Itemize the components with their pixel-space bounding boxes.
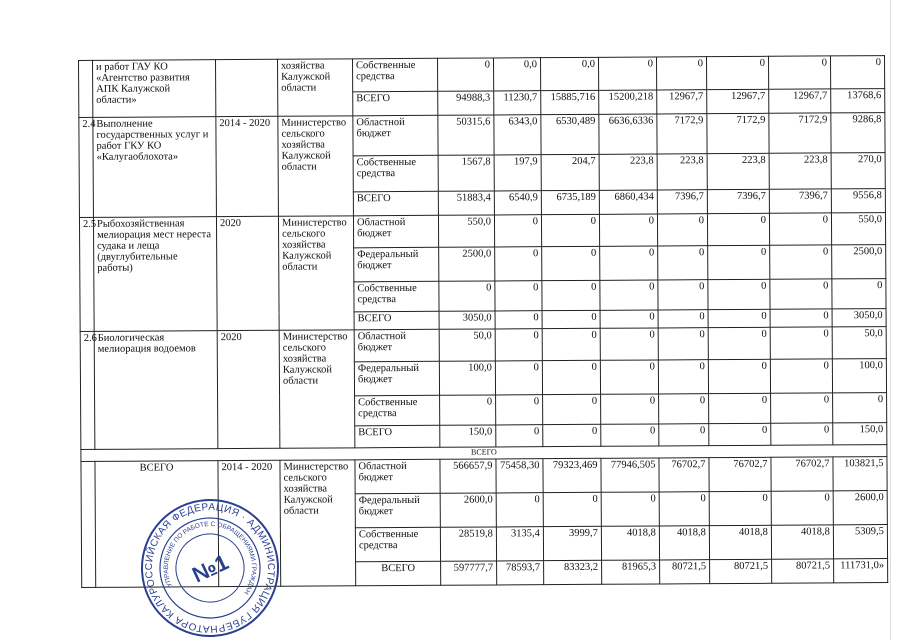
amount-cell: 0 bbox=[709, 491, 771, 525]
funding-source: Областной бюджет bbox=[353, 215, 438, 248]
amount-cell: 0 bbox=[601, 492, 659, 526]
amount-cell: 0 bbox=[495, 329, 542, 361]
amount-cell: 83323,2 bbox=[544, 560, 602, 584]
table-row bbox=[79, 113, 885, 158]
amount-cell: 2500,0 bbox=[832, 245, 886, 279]
amount-cell: 9556,8 bbox=[831, 189, 885, 213]
amount-cell: 0 bbox=[543, 394, 601, 424]
funding-source: Собственные средства bbox=[352, 58, 437, 92]
amount-cell: 0 bbox=[770, 309, 832, 327]
amount-cell: 0 bbox=[708, 245, 770, 279]
amount-cell: 15200,218 bbox=[599, 90, 657, 114]
amount-cell: 0,0 bbox=[493, 58, 540, 91]
amount-cell: 76702,7 bbox=[771, 457, 833, 491]
amount-cell: 3050,0 bbox=[832, 309, 886, 327]
amount-cell: 0 bbox=[495, 281, 542, 311]
amount-cell: 76702,7 bbox=[709, 457, 771, 491]
funding-source: Областной бюджет bbox=[354, 329, 439, 362]
amount-cell: 2600,0 bbox=[440, 493, 496, 527]
amount-cell: 0 bbox=[542, 280, 600, 310]
amount-cell: 78593,7 bbox=[497, 561, 544, 585]
amount-cell: 1567,8 bbox=[438, 155, 494, 191]
amount-cell: 111731,0» bbox=[834, 559, 888, 583]
amount-cell: 0 bbox=[658, 360, 708, 394]
amount-cell: 51883,4 bbox=[438, 191, 494, 215]
amount-cell: 0 bbox=[770, 245, 832, 279]
amount-cell: 0 bbox=[600, 360, 658, 394]
item-period: 2014 - 2020 bbox=[216, 116, 279, 216]
funding-source: Собственные средства bbox=[355, 395, 440, 426]
amount-cell: 0 bbox=[709, 423, 771, 445]
amount-cell: 0 bbox=[440, 395, 496, 425]
amount-cell: 79323,469 bbox=[543, 458, 601, 492]
total-row bbox=[81, 457, 887, 496]
amount-cell: 0 bbox=[708, 309, 770, 327]
funding-source: Собственные средства bbox=[354, 281, 439, 312]
item-number: 2.5 bbox=[79, 217, 94, 331]
amount-cell: 0 bbox=[600, 328, 658, 360]
item-executor: хозяйства Калужской области bbox=[277, 59, 352, 116]
amount-cell: 77946,505 bbox=[601, 458, 659, 492]
amount-cell: 80721,5 bbox=[660, 560, 710, 584]
funding-source: ВСЕГО bbox=[353, 191, 438, 216]
amount-cell: 204,7 bbox=[541, 154, 599, 190]
amount-cell: 0 bbox=[770, 279, 832, 309]
funding-source: ВСЕГО bbox=[354, 311, 439, 330]
amount-cell: 0 bbox=[706, 56, 768, 89]
amount-cell: 0 bbox=[598, 57, 656, 90]
item-period: 2020 bbox=[217, 330, 280, 448]
amount-cell: 0 bbox=[658, 280, 708, 310]
amount-cell: 0,0 bbox=[540, 57, 598, 90]
funding-source: Федеральный бюджет bbox=[354, 247, 439, 282]
amount-cell: 81965,3 bbox=[602, 560, 660, 584]
funding-source: Областной бюджет bbox=[355, 459, 440, 494]
table-row bbox=[79, 213, 885, 250]
total-period: 2014 - 2020 bbox=[218, 460, 281, 586]
amount-cell: 2500,0 bbox=[439, 247, 495, 281]
amount-cell: 4018,8 bbox=[601, 526, 659, 560]
amount-cell: 0 bbox=[658, 310, 708, 328]
amount-cell: 9286,8 bbox=[831, 113, 885, 153]
amount-cell: 0 bbox=[708, 359, 770, 393]
amount-cell: 0 bbox=[659, 492, 709, 526]
amount-cell: 0 bbox=[769, 213, 831, 245]
amount-cell: 0 bbox=[600, 280, 658, 310]
amount-cell: 11230,7 bbox=[494, 91, 541, 115]
amount-cell: 566657,9 bbox=[440, 459, 496, 493]
item-number: 2.6 bbox=[80, 331, 95, 449]
amount-cell: 0 bbox=[659, 424, 709, 446]
page-edge-line bbox=[890, 0, 891, 640]
amount-cell: 6530,489 bbox=[541, 114, 599, 154]
funding-source: Собственные средства bbox=[353, 155, 438, 192]
amount-cell: 0 bbox=[601, 424, 659, 446]
amount-cell: 0 bbox=[708, 279, 770, 309]
amount-cell: 0 bbox=[658, 246, 708, 280]
amount-cell: 80721,5 bbox=[772, 559, 834, 583]
amount-cell: 0 bbox=[542, 360, 600, 394]
item-executor: Министерство сельского хозяйства Калужской области bbox=[278, 116, 354, 216]
seal-outer-text: РОССИЙСКАЯ ФЕДЕРАЦИЯ · АДМИНИСТРАЦИЯ ГУБЕРНАТОРА КАЛУЖСКОЙ bbox=[143, 501, 277, 635]
amount-cell: 12967,7 bbox=[769, 89, 831, 113]
amount-cell: 550,0 bbox=[438, 215, 494, 247]
amount-cell: 0 bbox=[707, 213, 769, 245]
amount-cell: 0 bbox=[543, 492, 601, 526]
section-total-label: ВСЕГО bbox=[81, 445, 887, 462]
funding-source: ВСЕГО bbox=[356, 561, 441, 586]
amount-cell: 150,0 bbox=[833, 423, 887, 445]
amount-cell: 3999,7 bbox=[543, 526, 601, 560]
amount-cell: 94988,3 bbox=[438, 91, 494, 115]
amount-cell: 7172,9 bbox=[707, 113, 769, 153]
amount-cell: 0 bbox=[542, 328, 600, 360]
total-name: ВСЕГО bbox=[95, 461, 219, 588]
amount-cell: 0 bbox=[709, 393, 771, 423]
amount-cell: 6540,9 bbox=[494, 191, 541, 215]
amount-cell: 0 bbox=[770, 327, 832, 359]
amount-cell: 223,8 bbox=[769, 153, 831, 189]
amount-cell: 0 bbox=[771, 491, 833, 525]
amount-cell: 270,0 bbox=[831, 153, 885, 189]
table-row bbox=[80, 327, 886, 364]
amount-cell: 6735,189 bbox=[541, 190, 599, 214]
amount-cell: 0 bbox=[542, 310, 600, 328]
amount-cell: 0 bbox=[496, 425, 543, 447]
amount-cell: 150,0 bbox=[440, 425, 496, 447]
item-executor: Министерство сельского хозяйства Калужской области bbox=[278, 216, 354, 330]
amount-cell: 100,0 bbox=[439, 361, 495, 395]
amount-cell: 2600,0 bbox=[833, 491, 887, 525]
amount-cell: 0 bbox=[495, 311, 542, 329]
item-name: Рыбохозяйственная мелиорация мест нереста судака и леща (двуглубительные работы) bbox=[93, 217, 217, 332]
amount-cell: 50,0 bbox=[832, 327, 886, 359]
amount-cell: 0 bbox=[657, 214, 707, 246]
amount-cell: 4018,8 bbox=[709, 525, 771, 559]
amount-cell: 0 bbox=[708, 327, 770, 359]
amount-cell: 0 bbox=[494, 215, 541, 247]
amount-cell: 6860,434 bbox=[599, 190, 657, 214]
amount-cell: 0 bbox=[541, 214, 599, 246]
amount-cell: 7396,7 bbox=[657, 190, 707, 214]
item-number bbox=[79, 60, 93, 117]
seal-inner-text: УПРАВЛЕНИЕ ПО РАБОТЕ С ОБРАЩЕНИЯМИ ГРАЖДАН bbox=[162, 520, 258, 596]
amount-cell: 0 bbox=[768, 56, 830, 89]
item-name: Биологическая мелиорация водоемов bbox=[94, 331, 218, 450]
item-name: и работ ГАУ КО «Агентство развития АПК Калужской области» bbox=[93, 60, 216, 118]
amount-cell: 0 bbox=[542, 246, 600, 280]
amount-cell: 28519,8 bbox=[440, 527, 496, 561]
amount-cell: 0 bbox=[833, 393, 887, 423]
funding-source: Собственные средства bbox=[355, 527, 440, 562]
table-row bbox=[79, 56, 885, 94]
amount-cell: 0 bbox=[599, 214, 657, 246]
funding-source: ВСЕГО bbox=[353, 91, 438, 116]
amount-cell: 0 bbox=[600, 246, 658, 280]
amount-cell: 0 bbox=[437, 58, 493, 91]
amount-cell: 3135,4 bbox=[496, 527, 543, 561]
amount-cell: 197,9 bbox=[494, 155, 541, 191]
amount-cell: 223,8 bbox=[707, 153, 769, 189]
amount-cell: 5309,5 bbox=[833, 525, 887, 559]
official-seal bbox=[140, 498, 280, 638]
amount-cell: 0 bbox=[771, 393, 833, 423]
amount-cell: 0 bbox=[495, 247, 542, 281]
amount-cell: 7172,9 bbox=[769, 113, 831, 153]
amount-cell: 0 bbox=[495, 361, 542, 395]
amount-cell: 12967,7 bbox=[657, 90, 707, 114]
amount-cell: 0 bbox=[830, 56, 884, 89]
amount-cell: 50315,6 bbox=[438, 115, 494, 155]
amount-cell: 4018,8 bbox=[771, 525, 833, 559]
funding-source: Федеральный бюджет bbox=[354, 361, 439, 396]
amount-cell: 80721,5 bbox=[710, 559, 772, 583]
amount-cell: 3050,0 bbox=[439, 311, 495, 329]
amount-cell: 0 bbox=[770, 359, 832, 393]
item-name: Выполнение государственных услуг и работ ГКУ КО «Калугаоблохота» bbox=[93, 117, 217, 218]
item-period bbox=[216, 59, 278, 116]
amount-cell: 6636,6336 bbox=[599, 114, 657, 154]
amount-cell: 223,8 bbox=[599, 154, 657, 190]
funding-source: ВСЕГО bbox=[355, 425, 440, 448]
amount-cell: 103821,5 bbox=[833, 457, 887, 491]
amount-cell: 13768,6 bbox=[831, 89, 885, 113]
amount-cell: 0 bbox=[496, 493, 543, 527]
amount-cell: 7396,7 bbox=[707, 189, 769, 213]
amount-cell: 597777,7 bbox=[441, 561, 497, 585]
item-executor: Министерство сельского хозяйства Калужской области bbox=[279, 330, 355, 448]
item-number: 2.4 bbox=[79, 117, 94, 217]
amount-cell: 4018,8 bbox=[659, 526, 709, 560]
amount-cell: 75458,30 bbox=[496, 459, 543, 493]
amount-cell: 0 bbox=[543, 424, 601, 446]
amount-cell: 7172,9 bbox=[657, 114, 707, 154]
total-executor: Министерство сельского хозяйства Калужской области bbox=[280, 460, 356, 586]
amount-cell: 0 bbox=[832, 279, 886, 309]
item-period: 2020 bbox=[216, 216, 279, 330]
amount-cell: 0 bbox=[656, 57, 706, 90]
amount-cell: 100,0 bbox=[832, 359, 886, 393]
funding-source: Федеральный бюджет bbox=[355, 493, 440, 528]
amount-cell: 0 bbox=[600, 310, 658, 328]
amount-cell: 50,0 bbox=[439, 329, 495, 361]
amount-cell: 7396,7 bbox=[769, 189, 831, 213]
amount-cell: 223,8 bbox=[657, 154, 707, 190]
seal-number: №1 bbox=[188, 549, 233, 588]
funding-source: Областной бюджет bbox=[353, 115, 438, 156]
amount-cell: 12967,7 bbox=[707, 89, 769, 113]
amount-cell: 15885,716 bbox=[541, 90, 599, 114]
amount-cell: 0 bbox=[601, 394, 659, 424]
amount-cell: 0 bbox=[658, 328, 708, 360]
total-number bbox=[81, 461, 96, 587]
amount-cell: 0 bbox=[659, 394, 709, 424]
amount-cell: 76702,7 bbox=[659, 458, 709, 492]
amount-cell: 0 bbox=[496, 395, 543, 425]
amount-cell: 6343,0 bbox=[494, 115, 541, 155]
amount-cell: 550,0 bbox=[831, 213, 885, 245]
amount-cell: 0 bbox=[439, 281, 495, 311]
amount-cell: 0 bbox=[771, 423, 833, 445]
